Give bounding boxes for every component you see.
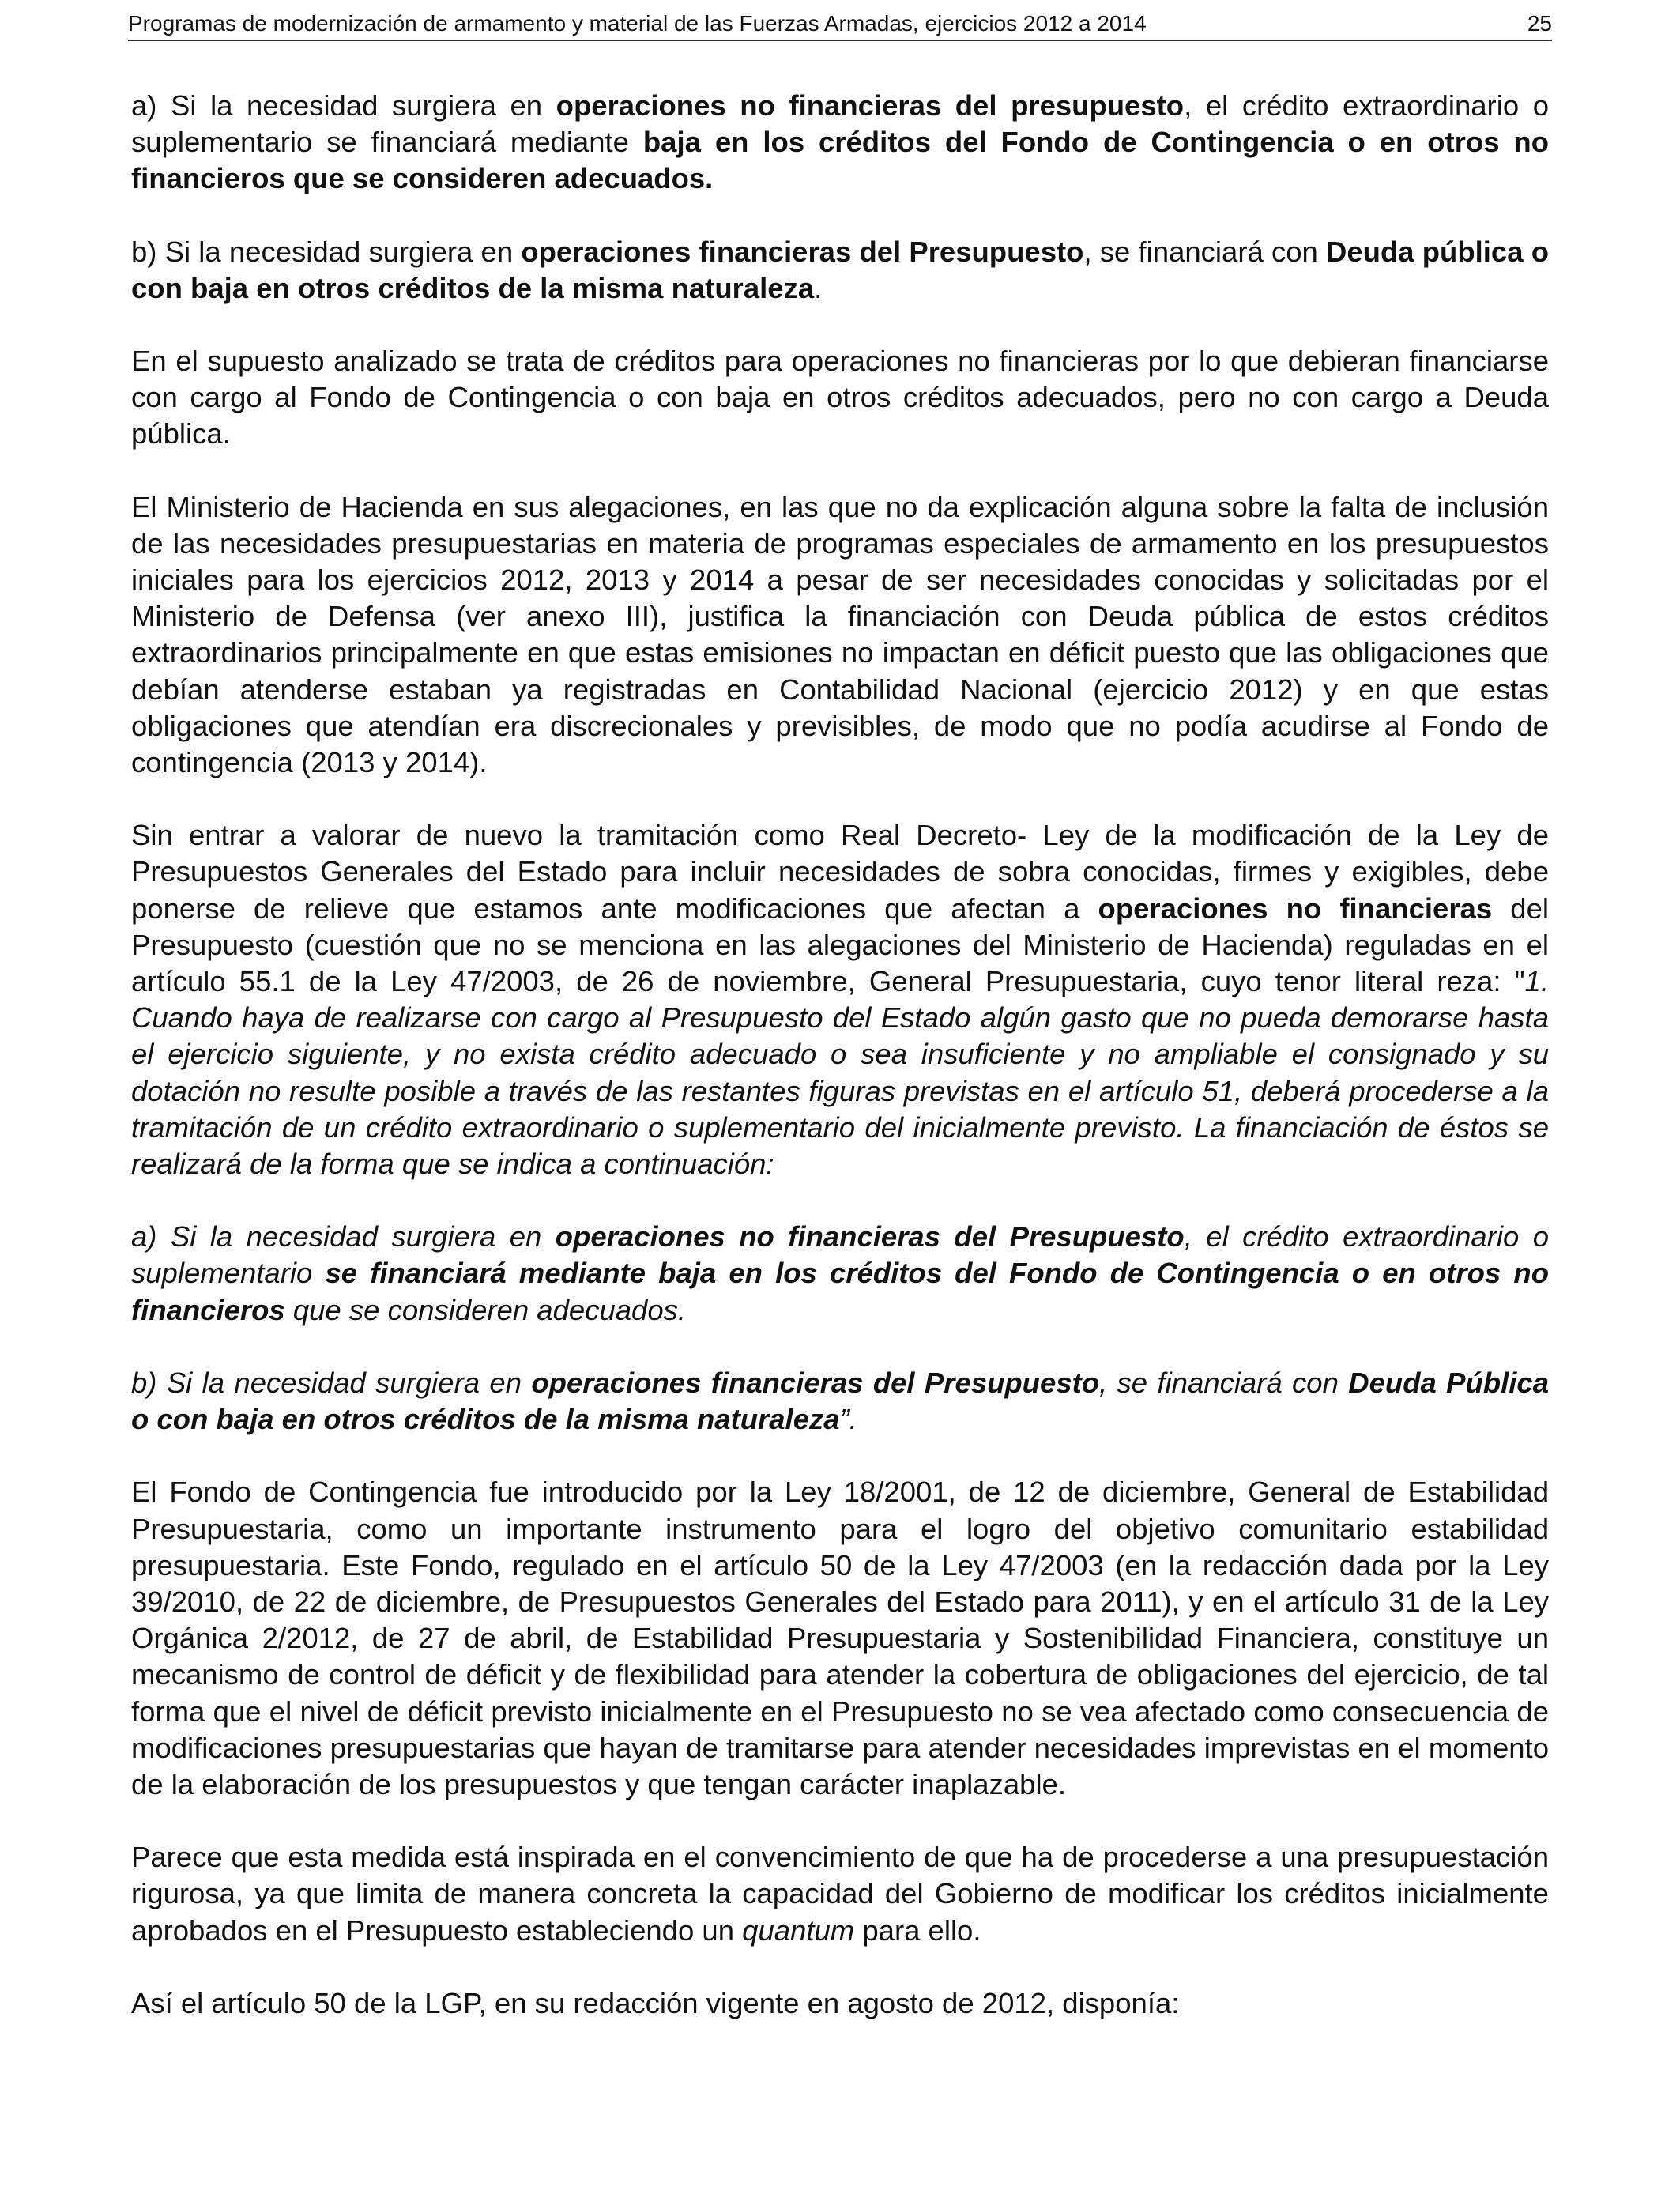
header-title: Programas de modernización de armamento y material de las Fuerzas Armadas, ejercicios 2012 a 2014: [128, 11, 1147, 36]
paragraph-budget-rigor: [131, 1839, 1549, 1949]
text-span: para ello.: [854, 1913, 981, 1947]
text-span: , se financiará con: [1099, 1366, 1349, 1399]
paragraph-a-requirement: [131, 88, 1549, 198]
bold-span: operaciones no financieras del Presupuesto: [555, 1220, 1185, 1253]
paragraph-ministry-allegations: El Ministerio de Hacienda en sus alegaciones, en las que no da explicación alguna sobre la falta de inclusión de las necesidades presupuestarias en materia de programas especiales de armamento en los presupuestos iniciales para los ejercicios 2012, 2013 y 2014 a pesar de ser necesidades conocidas y solicitadas por el Ministerio de Defensa (ver anexo III), justifica la financiación con Deuda pública de estos créditos extraordinarios principalmente en que estas emisiones no impactan en déficit puesto que las obligaciones que debían atenderse estaban ya registradas en Contabilidad Nacional (ejercicio 2012) y en que estas obligaciones que atendían era discrecionales y previsibles, de modo que no podía acudirse al Fondo de contingencia (2013 y 2014).: [131, 490, 1549, 779]
text-span: del Presupuesto (cuestión que no se menciona en las alegaciones del Ministerio de Hacienda) reguladas en el artículo 55.1 de la Ley 47/2003, de 26 de noviembre, General Presupuestaria, cuyo tenor literal reza: ": [131, 892, 1549, 998]
text-span: , se financiará con: [1083, 235, 1326, 268]
bold-span: operaciones financieras del Presupuesto: [521, 235, 1084, 268]
text-span: ”.: [839, 1403, 857, 1436]
page-number: 25: [1527, 11, 1552, 36]
bold-span: operaciones no financieras: [1098, 892, 1493, 925]
paragraph-legal-citation: [131, 817, 1549, 1182]
bold-span: operaciones financieras del Presupuesto: [531, 1366, 1100, 1399]
text-span: Parece que esta medida está inspirada en el convencimiento de que ha de procederse a una presupuestación rigurosa, ya que limita de manera concreta la capacidad del Gobierno de modificar los créditos inicialmente aprobados en el Presupuesto estableciendo un: [131, 1841, 1549, 1947]
italic-span: quantum: [742, 1913, 855, 1947]
paragraph-quoted-b: [131, 1365, 1549, 1438]
text-span: a) Si la necesidad surgiera en: [131, 89, 556, 122]
text-span: , el crédito extraordinario o suplementario se financiará mediante: [131, 89, 1549, 159]
bold-span: se financiará mediante baja en los créditos del Fondo de Contingencia o en otros no financieros: [131, 1257, 1549, 1326]
text-span: , el crédito extraordinario o suplementario: [131, 1220, 1550, 1290]
text-span: b) Si la necesidad surgiera en: [131, 235, 522, 268]
bold-span: baja en los créditos del Fondo de Contingencia o en otros no financieros que se consideren adecuados.: [131, 126, 1550, 195]
paragraph-contingency-fund: El Fondo de Contingencia fue introducido por la Ley 18/2001, de 12 de diciembre, General de Estabilidad Presupuestaria, como un importante instrumento para el logro del objetivo comunitario estabilidad presupuestaria. Este Fondo, regulado en el artículo 50 de la Ley 47/2003 (en la redacción dada por la Ley 39/2010, de 22 de diciembre, de Presupuestos Generales del Estado para 2011), y en el artículo 31 de la Ley Orgánica 2/2012, de 27 de abril, de Estabilidad Presupuestaria y Sostenibilidad Financiera, constituye un mecanismo de control de déficit y de flexibilidad para atender la cobertura de obligaciones del ejercicio, de tal forma que el nivel de déficit previsto inicialmente en el Presupuesto no se vea afectado como consecuencia de modificaciones presupuestarias que hayan de tramitarse para atender necesidades imprevistas en el momento de la elaboración de los presupuestos y que tengan carácter inaplazable.: [131, 1476, 1549, 1800]
paragraph-quoted-a: [131, 1219, 1549, 1329]
bold-span: Deuda pública o con baja en otros créditos de la misma naturaleza: [131, 235, 1549, 304]
text-span: b) Si la necesidad surgiera en: [131, 1366, 532, 1399]
text-span: .: [814, 271, 823, 304]
page-header: [128, 6, 1552, 41]
text-span: a) Si la necesidad surgiera en: [131, 1220, 556, 1253]
paragraph-b-requirement: [131, 234, 1549, 307]
document-body: [131, 88, 1549, 2058]
text-span: que se consideren adecuados.: [284, 1293, 687, 1326]
italic-span: 1. Cuando haya de realizarse con cargo al Presupuesto del Estado algún gasto que no pueda demorarse hasta el ejercicio siguiente, y no exista crédito adecuado o sea insuficiente y no ampliable el consignado y su dotación no resulte posible a través de las restantes figuras previstas en el artículo 51, deberá procederse a la tramitación de un crédito extraordinario o suplementario del inicialmente previsto. La financiación de éstos se realizará de la forma que se indica a continuación:: [131, 965, 1549, 1181]
text-span: Sin entrar a valorar de nuevo la tramitación como Real Decreto- Ley de la modificación de la Ley de Presupuestos Generales del Estado para incluir necesidades de sobra conocidas, firmes y exigibles, debe ponerse de relieve que estamos ante modificaciones que afectan a: [131, 819, 1549, 925]
paragraph-analysis: En el supuesto analizado se trata de créditos para operaciones no financieras por lo que debieran financiarse con cargo al Fondo de Contingencia o con baja en otros créditos adecuados, pero no con cargo a Deuda pública.: [131, 345, 1549, 450]
bold-span: operaciones no financieras del presupuesto: [556, 89, 1185, 122]
bold-span: Deuda Pública o con baja en otros créditos de la misma naturaleza: [131, 1366, 1549, 1436]
paragraph-article-50: Así el artículo 50 de la LGP, en su redacción vigente en agosto de 2012, disponía:: [131, 1986, 1180, 2019]
